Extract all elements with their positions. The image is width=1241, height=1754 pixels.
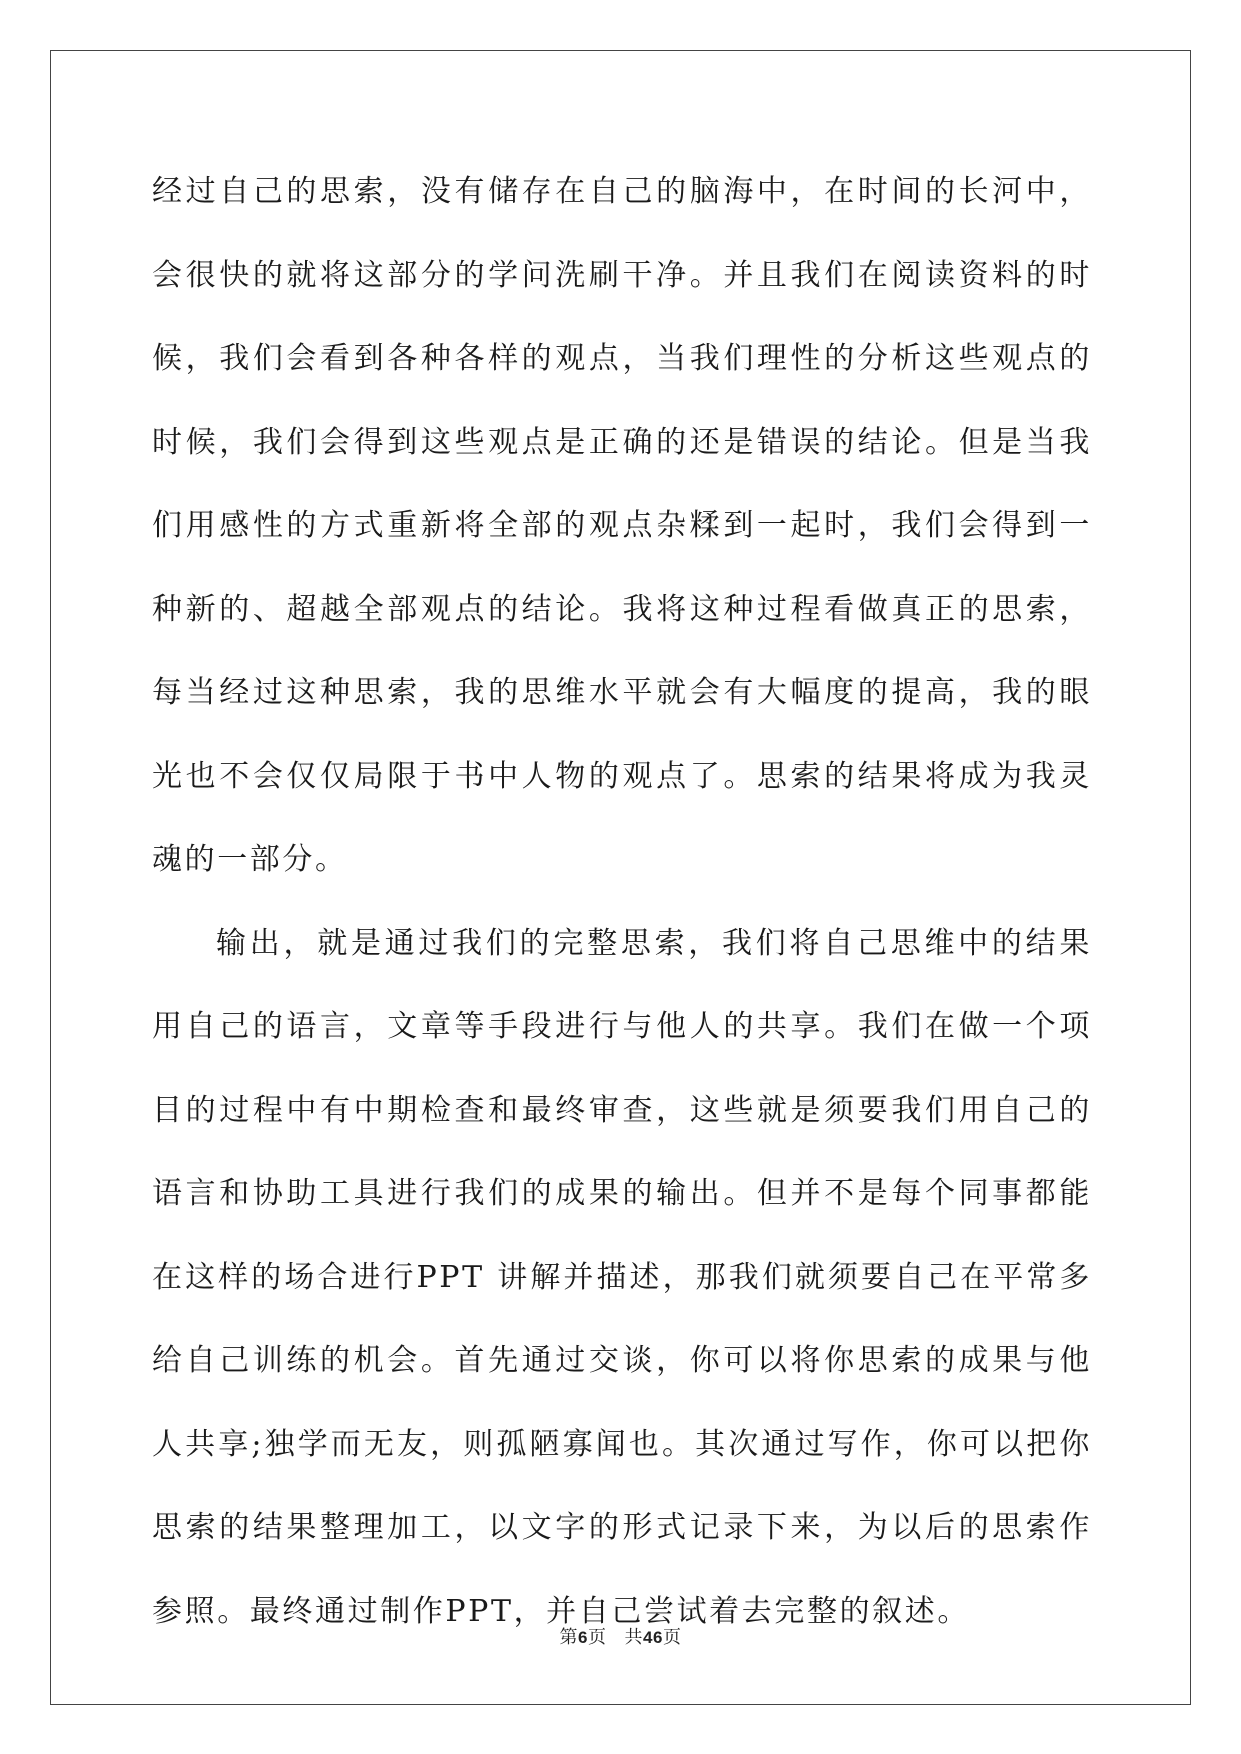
paragraph-1: 经过自己的思索，没有储存在自己的脑海中，在时间的长河中，会很快的就将这部分的学问洗刷干净。并且我们在阅读资料的时候，我们会看到各种各样的观点，当我们理性的分析这些观点的时候，我们会得到这些观点是正确的还是错误的结论。但是当我们用感性的方式重新将全部的观点杂糅到一起时，我们会得到一种新的、超越全部观点的结论。我将这种过程看做真正的思索，每当经过这种思索，我的思维水平就会有大幅度的提高，我的眼光也不会仅仅局限于书中人物的观点了。思索的结果将成为我灵魂的一部分。 [152,174,1092,877]
total-suffix: 页 [662,1627,682,1648]
page-prefix: 第 [559,1627,579,1648]
page-footer [0,1623,1241,1649]
total-pages: 46 [643,1628,663,1647]
total-prefix: 共 [624,1627,644,1648]
document-body [152,150,1092,1653]
page-number: 6 [578,1628,589,1647]
page-suffix: 页 [588,1627,607,1648]
paragraph-2: 输出，就是通过我们的完整思索，我们将自己思维中的结果用自己的语言，文章等手段进行与他人的共享。我们在做一个项目的过程中有中期检查和最终审查，这些就是须要我们用自己的语言和协助工具进行我们的成果的输出。但并不是每个同事都能在这样的场合进行PPT 讲解并描述，那我们就须要自己在平常多给自己训练的机会。首先通过交谈，你可以将你思索的成果与他人共享;独学而无友，则孤陋寡闻也。其次通过写作，你可以把你思索的结果整理加工，以文字的形式记录下来，为以后的思索作参照。最终通过制作PPT，并自己尝试着去完整的叙述。 [152,925,1092,1629]
